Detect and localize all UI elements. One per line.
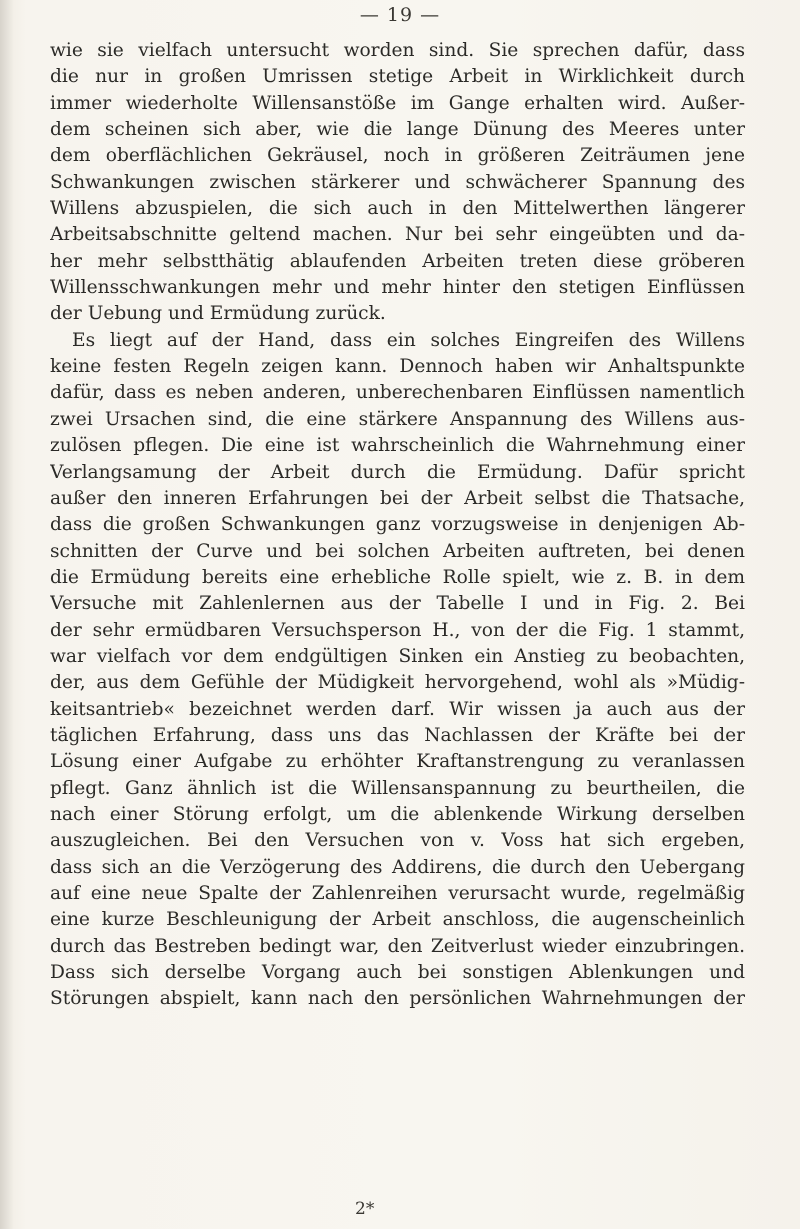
text-line: keine festen Regeln zeigen kann. Dennoch haben wir Anhaltspunkte bbox=[50, 356, 745, 378]
text-line: durch das Bestreben bedingt war, den Zeitverlust wieder einzubringen. bbox=[50, 935, 745, 957]
text-line: Verlangsamung der Arbeit durch die Ermüdung. Dafür spricht bbox=[50, 461, 745, 483]
text-line: auszugleichen. Bei den Versuchen von v. Voss hat sich ergeben, bbox=[50, 830, 745, 852]
text-line: dem oberflächlichen Gekräusel, noch in größeren Zeiträumen jene bbox=[50, 145, 745, 167]
text-line: der Uebung und Ermüdung zurück. bbox=[50, 303, 386, 325]
text-line: auf eine neue Spalte der Zahlenreihen verursacht wurde, regelmäßig bbox=[50, 883, 745, 904]
page-number: — 19 — bbox=[359, 4, 441, 26]
page-gutter-shadow bbox=[0, 0, 14, 1229]
text-line: eine kurze Beschleunigung der Arbeit anschloss, die augenscheinlich bbox=[50, 909, 745, 931]
text-line: pflegt. Ganz ähnlich ist die Willensanspannung zu beurtheilen, die bbox=[50, 777, 745, 799]
text-line: Arbeitsabschnitte geltend machen. Nur bei sehr eingeübten und da- bbox=[50, 224, 745, 246]
text-line: schnitten der Curve und bei solchen Arbeiten auftreten, bei denen bbox=[50, 540, 745, 562]
text-line: wie sie vielfach untersucht worden sind. Sie sprechen dafür, dass bbox=[50, 40, 745, 61]
text-line: nach einer Störung erfolgt, um die ablenkende Wirkung derselben bbox=[50, 803, 745, 825]
text-line: Störungen abspielt, kann nach den persönlichen Wahrnehmungen der bbox=[50, 988, 745, 1010]
text-line: Schwankungen zwischen stärkerer und schwächerer Spannung des bbox=[50, 171, 745, 193]
text-line: Versuche mit Zahlenlernen aus der Tabelle I und in Fig. 2. Bei bbox=[50, 593, 745, 615]
printer-signature-mark: 2* bbox=[355, 1199, 375, 1219]
text-line: die nur in großen Umrissen stetige Arbeit in Wirklichkeit durch bbox=[50, 66, 745, 88]
text-line: täglichen Erfahrung, dass uns das Nachlassen der Kräfte bei der bbox=[50, 724, 745, 746]
text-line: dass die großen Schwankungen ganz vorzugsweise in denjenigen Ab- bbox=[50, 514, 745, 536]
text-line: Lösung einer Aufgabe zu erhöhter Kraftanstrengung zu veranlassen bbox=[50, 751, 745, 773]
text-line: der, aus dem Gefühle der Müdigkeit hervorgehend, wohl als »Müdig- bbox=[50, 672, 745, 694]
text-line: die Ermüdung bereits eine erhebliche Rolle spielt, wie z. B. in dem bbox=[50, 566, 745, 588]
body-text bbox=[50, 38, 745, 1013]
text-line: war vielfach vor dem endgültigen Sinken ein Anstieg zu beobachten, bbox=[50, 645, 745, 667]
text-line: außer den inneren Erfahrungen bei der Arbeit selbst die Thatsache, bbox=[50, 487, 745, 509]
text-line: dem scheinen sich aber, wie die lange Dünung des Meeres unter bbox=[50, 119, 745, 141]
text-line: her mehr selbstthätig ablaufenden Arbeiten treten diese gröberen bbox=[50, 250, 745, 272]
text-line: zulösen pflegen. Die eine ist wahrscheinlich die Wahrnehmung einer bbox=[50, 435, 745, 457]
text-line: der sehr ermüdbaren Versuchsperson H., von der die Fig. 1 stammt, bbox=[50, 619, 745, 641]
text-line: immer wiederholte Willensanstöße im Gange erhalten wird. Außer- bbox=[50, 92, 745, 114]
text-line: keitsantrieb« bezeichnet werden darf. Wir wissen ja auch aus der bbox=[50, 698, 745, 720]
text-line: dass sich an die Verzögerung des Addirens, die durch den Uebergang bbox=[50, 856, 745, 878]
text-line: Es liegt auf der Hand, dass ein solches Eingreifen des Willens bbox=[72, 329, 745, 351]
text-line: zwei Ursachen sind, die eine stärkere Anspannung des Willens aus- bbox=[50, 408, 745, 430]
text-line: Willensschwankungen mehr und mehr hinter den stetigen Einflüssen bbox=[50, 277, 745, 299]
text-line: Willens abzuspielen, die sich auch in den Mittelwerthen längerer bbox=[50, 198, 745, 220]
text-line: dafür, dass es neben anderen, unberechenbaren Einflüssen namentlich bbox=[50, 382, 745, 404]
text-line: Dass sich derselbe Vorgang auch bei sonstigen Ablenkungen und bbox=[50, 962, 745, 984]
